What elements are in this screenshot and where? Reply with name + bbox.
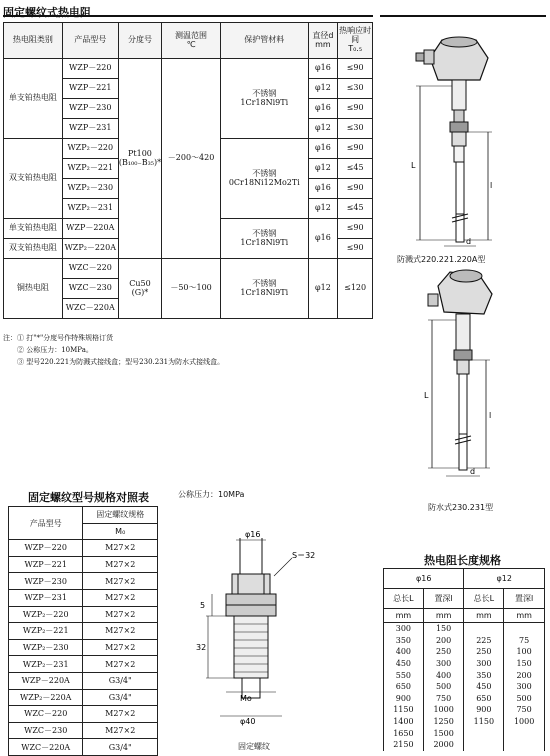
thread-table-row: [9, 606, 158, 623]
resp-cell: ≤30: [338, 79, 373, 99]
th-model: 产品型号: [62, 23, 118, 59]
length-table-row: [384, 623, 545, 635]
resp-cell: ≤120: [338, 259, 373, 319]
length-cell: [504, 623, 545, 635]
notes: [3, 332, 373, 368]
range-cell: －200～420: [162, 59, 221, 259]
thread-spec-cell: M27×2: [83, 606, 158, 623]
thread-model-cell: WZP₂－230: [9, 639, 83, 656]
thread-spec-cell: M27×2: [83, 722, 158, 739]
main-spec-table: [3, 22, 373, 319]
length-cell: 1250: [423, 716, 464, 728]
length-cell: 225: [464, 635, 504, 647]
note-1: 注：① 打"*"分度号作特殊规格订货: [3, 334, 114, 342]
length-table-row: [384, 739, 545, 751]
length-table-row: [384, 669, 545, 681]
thread-table-row: [9, 706, 158, 723]
caption-thread: 固定螺纹: [238, 742, 270, 751]
length-cell: 750: [423, 693, 464, 705]
range-cell: －50～100: [162, 259, 221, 319]
material-cell: 不锈钢 1Cr18Ni9Ti: [221, 219, 309, 259]
th-total: 总长L: [464, 589, 504, 609]
grade-cell: Cu50 (G)*: [118, 259, 161, 319]
thread-table-row: [9, 722, 158, 739]
length-cell: 650: [464, 693, 504, 705]
dim-s: S＝32: [292, 551, 316, 560]
length-cell: [464, 727, 504, 739]
length-table-row: [384, 716, 545, 728]
title-rule: [3, 15, 373, 17]
th-thread-model: 产品型号: [9, 507, 83, 540]
model-cell: WZP－220A: [62, 219, 118, 239]
length-cell: 150: [423, 623, 464, 635]
thread-model-cell: WZP－220: [9, 540, 83, 557]
model-cell: WZP₂－220: [62, 139, 118, 159]
th-g1: φ16: [384, 569, 464, 589]
th-material: 保护管材料: [221, 23, 309, 59]
probe-illustrations: [380, 18, 546, 483]
length-table-row: [384, 658, 545, 670]
length-cell: [464, 623, 504, 635]
th-total: 总长L: [384, 589, 424, 609]
pressure-note: 公称压力：10MPa: [178, 490, 245, 499]
thread-table-row: [9, 623, 158, 640]
length-cell: [504, 739, 545, 751]
length-cell: 350: [464, 669, 504, 681]
resp-cell: ≤90: [338, 239, 373, 259]
thread-drawing: [196, 528, 320, 742]
thread-table-row: [9, 556, 158, 573]
th-range: 测温范围 ℃: [162, 23, 221, 59]
thread-spec-cell: M27×2: [83, 706, 158, 723]
th-thread-spec: 固定螺纹规格: [83, 507, 158, 524]
thread-model-cell: WZP₂－220A: [9, 689, 83, 706]
length-cell: 500: [423, 681, 464, 693]
length-cell: 1500: [423, 727, 464, 739]
thread-table-row: [9, 573, 158, 590]
model-cell: WZP₂－231: [62, 199, 118, 219]
type-cell: 双支铂热电阻: [4, 139, 63, 219]
dim-d: d: [466, 237, 472, 246]
resp-cell: ≤90: [338, 139, 373, 159]
title-rule-right: [380, 15, 546, 17]
type-cell: 铜热电阻: [4, 259, 63, 319]
model-cell: WZP－221: [62, 79, 118, 99]
resp-cell: ≤90: [338, 59, 373, 79]
thread-model-cell: WZP₂－220: [9, 606, 83, 623]
length-cell: [504, 727, 545, 739]
dim-L: L: [411, 161, 416, 170]
resp-cell: ≤90: [338, 99, 373, 119]
length-cell: 400: [423, 669, 464, 681]
thread-model-cell: WZP－221: [9, 556, 83, 573]
thread-model-cell: WZC－220A: [9, 739, 83, 756]
thread-spec-cell: G3/4": [83, 689, 158, 706]
dia-cell: φ16: [308, 219, 338, 259]
thread-spec-cell: M27×2: [83, 589, 158, 606]
caption-water: 防水式230.231型: [428, 503, 494, 512]
note-3: ③ 型号220.221为防溅式接线盒；型号230.231为防水式接线盒。: [17, 358, 225, 366]
splash-probe-drawing: [416, 37, 492, 246]
length-cell: 650: [384, 681, 424, 693]
thread-model-cell: WZP－220A: [9, 672, 83, 689]
note-2: ② 公称压力：10MPa。: [17, 346, 93, 354]
main-title: 固定螺纹式热电阻: [3, 6, 91, 19]
thread-spec-cell: M27×2: [83, 540, 158, 557]
dia-cell: φ12: [308, 259, 338, 319]
dim-32: 32: [196, 643, 207, 652]
model-cell: WZP－220: [62, 59, 118, 79]
dia-cell: φ16: [308, 139, 338, 159]
length-cell: 2000: [423, 739, 464, 751]
thread-spec-cell: M27×2: [83, 573, 158, 590]
resp-cell: ≤90: [338, 219, 373, 239]
length-cell: 300: [423, 658, 464, 670]
length-cell: 750: [504, 704, 545, 716]
length-cell: 200: [504, 669, 545, 681]
length-table-row: [384, 681, 545, 693]
type-cell: 单支铂热电阻: [4, 219, 63, 239]
water-probe-drawing: [428, 270, 492, 476]
length-cell: 300: [464, 658, 504, 670]
thread-model-cell: WZC－220: [9, 706, 83, 723]
th-thread-sub: M₀: [83, 523, 158, 540]
thread-table-row: [9, 689, 158, 706]
thread-table-row: [9, 540, 158, 557]
thread-model-cell: WZC－230: [9, 722, 83, 739]
length-cell: 2150: [384, 739, 424, 751]
th-grade: 分度号: [118, 23, 161, 59]
svg-text:L: L: [424, 391, 429, 400]
dia-cell: φ16: [308, 59, 338, 79]
model-cell: WZC－230: [62, 279, 118, 299]
resp-cell: ≤30: [338, 119, 373, 139]
length-cell: 200: [423, 635, 464, 647]
thread-spec-cell: G3/4": [83, 739, 158, 756]
resp-cell: ≤45: [338, 199, 373, 219]
grade-cell: Pt100 (B₁₀₀₋B₃₅)*: [118, 59, 161, 259]
length-table-row: [384, 704, 545, 716]
length-cell: 1150: [464, 716, 504, 728]
dia-cell: φ12: [308, 159, 338, 179]
dim-l: l: [490, 181, 493, 190]
model-cell: WZP₂－230: [62, 179, 118, 199]
model-cell: WZP－230: [62, 99, 118, 119]
th-unit: mm: [504, 609, 545, 623]
thread-table-title: 固定螺纹型号规格对照表: [28, 491, 149, 504]
thread-spec-cell: M27×2: [83, 656, 158, 673]
type-cell: 单支铂热电阻: [4, 59, 63, 139]
length-cell: 300: [384, 623, 424, 635]
length-cell: 100: [504, 646, 545, 658]
th-g2: φ12: [464, 569, 545, 589]
th-depth: 置深l: [504, 589, 545, 609]
length-table-row: [384, 635, 545, 647]
length-table-title: 热电阻长度规格: [424, 554, 501, 567]
svg-text:l: l: [489, 411, 492, 420]
caption-splash: 防溅式220.221.220A型: [397, 255, 486, 264]
type-cell: 双支铂热电阻: [4, 239, 63, 259]
length-cell: 1650: [384, 727, 424, 739]
thread-spec-cell: M27×2: [83, 556, 158, 573]
dia-cell: φ12: [308, 79, 338, 99]
dim-bottom: φ40: [240, 717, 256, 726]
material-cell: 不锈钢 0Cr18Ni12Mo2Ti: [221, 139, 309, 219]
length-cell: [464, 739, 504, 751]
thread-table-row: [9, 639, 158, 656]
thread-table-row: [9, 656, 158, 673]
resp-cell: ≤90: [338, 179, 373, 199]
model-cell: WZP－231: [62, 119, 118, 139]
length-cell: 250: [423, 646, 464, 658]
length-cell: 550: [384, 669, 424, 681]
thread-spec-cell: G3/4": [83, 672, 158, 689]
material-cell: 不锈钢 1Cr18Ni9Ti: [221, 259, 309, 319]
length-cell: 1400: [384, 716, 424, 728]
model-cell: WZC－220: [62, 259, 118, 279]
length-cell: 900: [384, 693, 424, 705]
length-cell: 450: [464, 681, 504, 693]
th-type: 热电阻类别: [4, 23, 63, 59]
model-cell: WZC－220A: [62, 299, 118, 319]
material-cell: 不锈钢 1Cr18Ni9Ti: [221, 59, 309, 139]
length-table-row: [384, 646, 545, 658]
length-cell: 75: [504, 635, 545, 647]
dim-top: φ16: [245, 530, 261, 539]
length-cell: 250: [464, 646, 504, 658]
th-unit: mm: [464, 609, 504, 623]
thread-table-row: [9, 672, 158, 689]
length-cell: 500: [504, 693, 545, 705]
dia-cell: φ12: [308, 199, 338, 219]
thread-table-row: [9, 589, 158, 606]
thread-model-cell: WZP₂－221: [9, 623, 83, 640]
length-cell: 150: [504, 658, 545, 670]
model-cell: WZP₂－221: [62, 159, 118, 179]
thread-model-cell: WZP－231: [9, 589, 83, 606]
svg-text:d: d: [470, 467, 476, 476]
dim-mo: Mo: [240, 694, 252, 703]
th-dia: 直径d mm: [308, 23, 338, 59]
length-cell: 1150: [384, 704, 424, 716]
thread-model-cell: WZP₂－231: [9, 656, 83, 673]
thread-spec-cell: M27×2: [83, 623, 158, 640]
dia-cell: φ12: [308, 119, 338, 139]
th-depth: 置深l: [423, 589, 464, 609]
model-cell: WZP₂－220A: [62, 239, 118, 259]
thread-model-cell: WZP－230: [9, 573, 83, 590]
length-table-row: [384, 727, 545, 739]
dia-cell: φ16: [308, 99, 338, 119]
length-cell: 450: [384, 658, 424, 670]
dia-cell: φ16: [308, 179, 338, 199]
th-resp: 热响应时间 T₀.₅: [338, 23, 373, 59]
length-spec-table: [383, 568, 545, 751]
thread-table-row: [9, 739, 158, 756]
thread-spec-table: [8, 506, 158, 756]
length-cell: 900: [464, 704, 504, 716]
dim-5: 5: [200, 601, 206, 610]
length-cell: 400: [384, 646, 424, 658]
th-unit: mm: [384, 609, 424, 623]
length-cell: 300: [504, 681, 545, 693]
th-unit: mm: [423, 609, 464, 623]
length-cell: 1000: [423, 704, 464, 716]
length-table-row: [384, 693, 545, 705]
thread-spec-cell: M27×2: [83, 639, 158, 656]
length-cell: 350: [384, 635, 424, 647]
resp-cell: ≤45: [338, 159, 373, 179]
length-cell: 1000: [504, 716, 545, 728]
